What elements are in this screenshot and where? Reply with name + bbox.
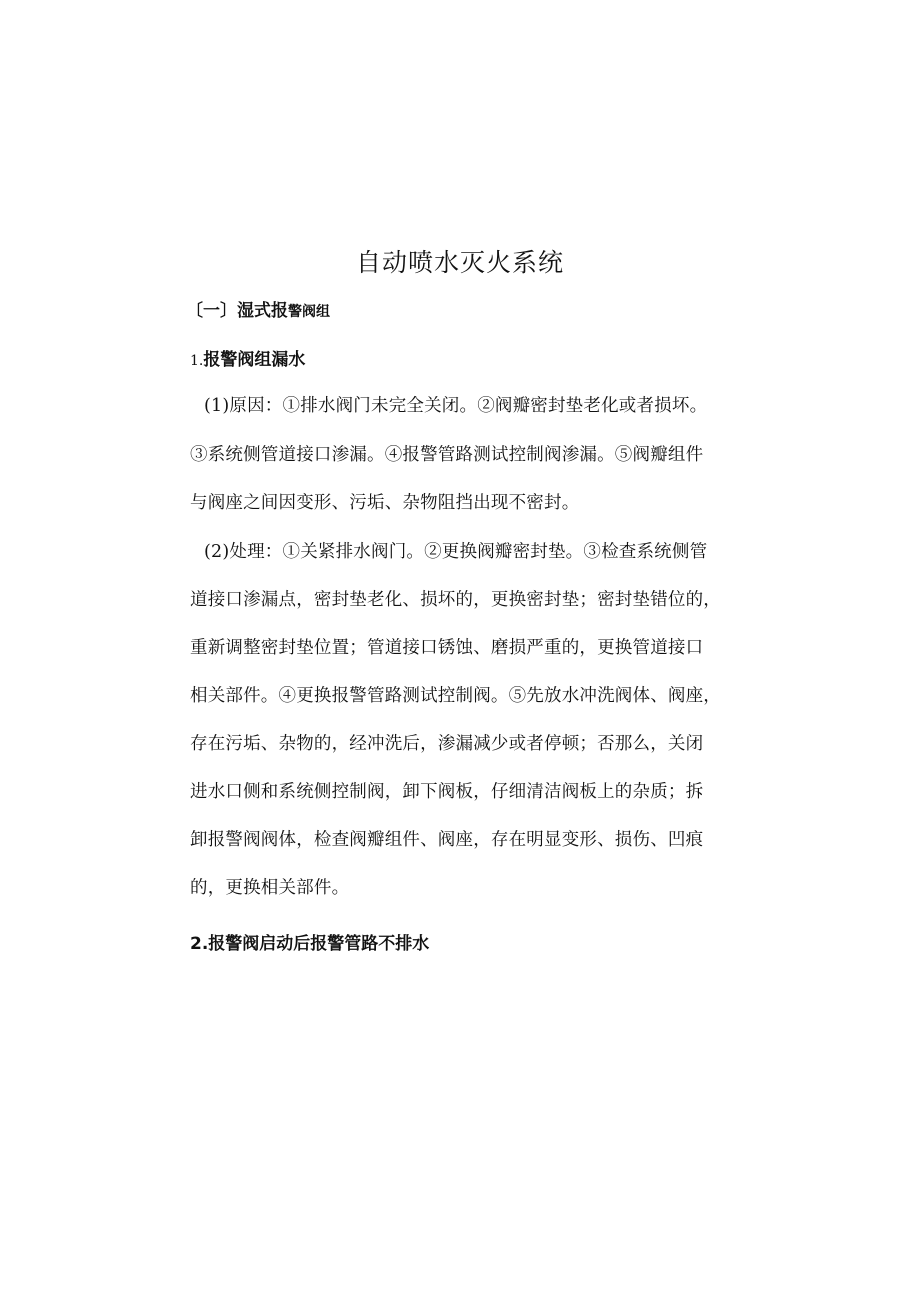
subheading-1 — [190, 345, 305, 370]
paragraph-line: 相关部件。④更换报警管路测试控制阀。⑤先放水冲洗阀体、阀座， — [190, 686, 721, 706]
section-heading — [186, 296, 330, 321]
subheading-2: 2.报警阀启动后报警管路不排水 — [190, 934, 430, 954]
page-title: 自动喷水灭火系统 — [355, 248, 564, 277]
section-label: 〔一〕湿式报 — [186, 301, 288, 321]
paragraph-line: 与阀座之间因变形、污垢、杂物阻挡出现不密封。 — [190, 493, 580, 513]
paragraph-line: 重新调整密封垫位置；管道接口锈蚀、磨损严重的，更换管道接口 — [190, 638, 704, 658]
paragraph-line: (2)处理：①关紧排水阀门。②更换阀瓣密封垫。③检查系统侧管 — [204, 542, 708, 562]
section-label-small: 警阀组 — [288, 304, 330, 320]
paragraph-line: 卸报警阀阀体，检查阀瓣组件、阀座，存在明显变形、损伤、凹痕 — [190, 830, 704, 850]
paragraph-line: 道接口渗漏点，密封垫老化、损坏的，更换密封垫；密封垫错位的， — [190, 590, 721, 610]
paragraph-line: ③系统侧管道接口渗漏。④报警管路测试控制阀渗漏。⑤阀瓣组件 — [190, 445, 704, 465]
subheading-1-number: 1. — [190, 353, 204, 369]
paragraph-line: 存在污垢、杂物的，经冲洗后，渗漏减少或者停顿；否那么，关闭 — [190, 734, 704, 754]
subheading-1-text: 报警阀组漏水 — [203, 350, 306, 370]
paragraph-line: (1)原因：①排水阀门未完全关闭。②阀瓣密封垫老化或者损坏。 — [204, 396, 708, 416]
paragraph-line: 的，更换相关部件。 — [190, 878, 350, 898]
paragraph-line: 进水口侧和系统侧控制阀，卸下阀板，仔细清洁阀板上的杂质；拆 — [190, 782, 704, 802]
